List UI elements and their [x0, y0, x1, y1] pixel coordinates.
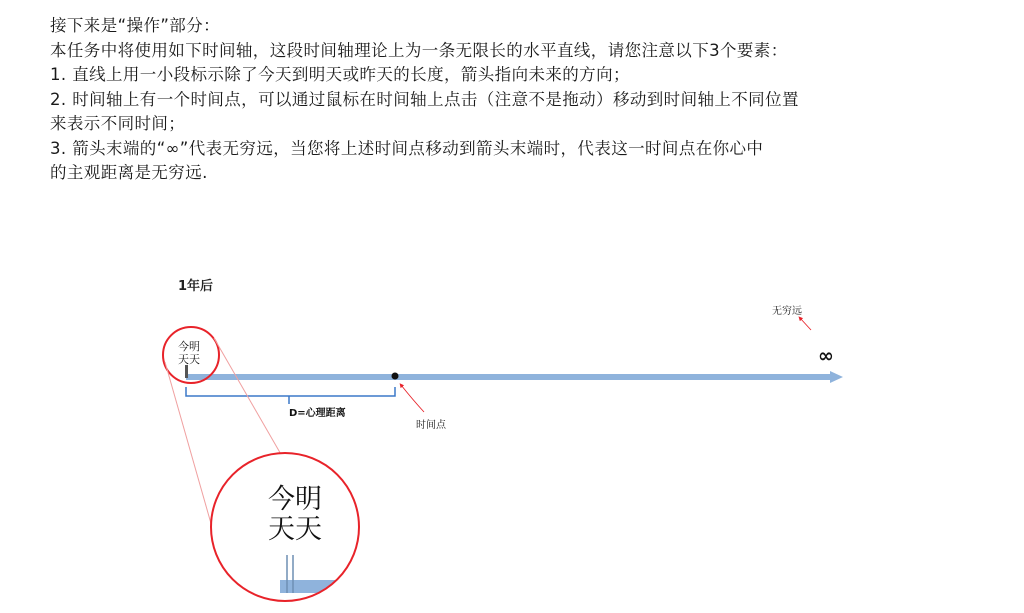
- timepoint-pointer-arrow: [401, 385, 424, 412]
- axis-arrowhead: [830, 371, 843, 383]
- zoom-label-bottom: 天天: [268, 514, 322, 545]
- zoom-connector-left: [165, 362, 212, 527]
- distance-label: D=心理距离: [289, 408, 346, 419]
- instruction-line-1: 本任务中将使用如下时间轴，这段时间轴理论上为一条无限长的水平直线，请您注意以下3个要素：: [50, 40, 788, 60]
- instructions-heading: 接下来是“操作”部分：: [50, 16, 220, 35]
- infinity-symbol: ∞: [818, 345, 834, 367]
- instruction-line-6: 的主观距离是无穷远.: [50, 163, 208, 182]
- instruction-line-4: 来表示不同时间；: [50, 114, 186, 133]
- time-point[interactable]: [392, 373, 399, 380]
- distance-brace: [186, 387, 395, 404]
- infinity-pointer-arrow: [800, 318, 811, 330]
- instruction-line-3: 2. 时间轴上有一个时间点，可以通过鼠标在时间轴上点击（注意不是拖动）移动到时间轴上不同位置: [50, 89, 799, 109]
- today-label-top: 今明: [178, 340, 200, 353]
- today-marker: [185, 365, 188, 378]
- today-label-bottom: 天天: [178, 353, 200, 366]
- zoom-axis-segment: [280, 580, 360, 593]
- horizon-label: 1年后: [178, 279, 214, 294]
- infinity-label: 无穷远: [772, 306, 802, 317]
- instruction-line-2: 1. 直线上用一小段标示除了今天到明天或昨天的长度，箭头指向未来的方向；: [50, 65, 630, 84]
- timepoint-label: 时间点: [416, 420, 446, 431]
- instruction-line-5: 3. 箭头末端的“∞”代表无穷远，当您将上述时间点移动到箭头末端时，代表这一时间点在你心中: [50, 138, 764, 158]
- zoom-label-top: 今明: [268, 484, 322, 515]
